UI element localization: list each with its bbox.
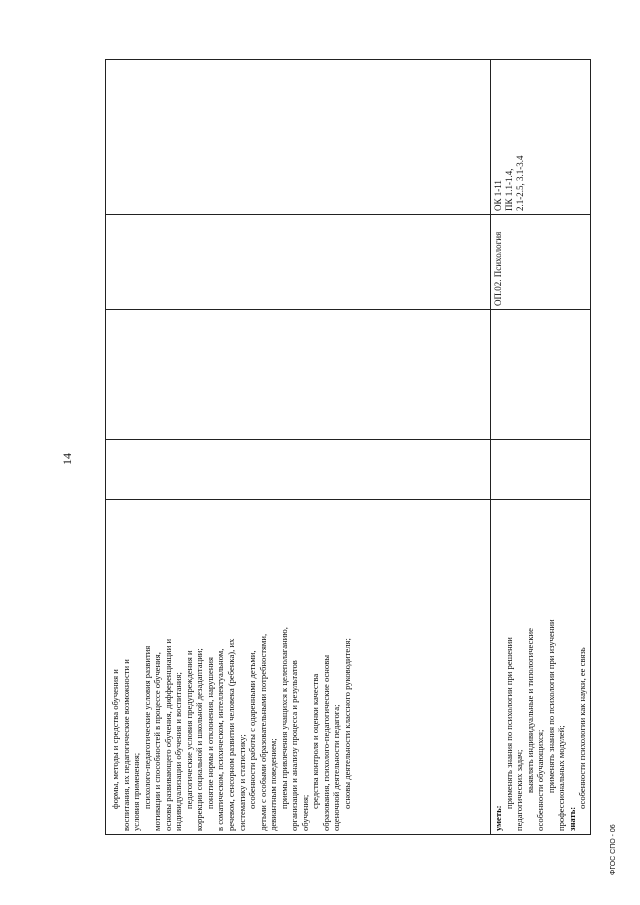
text-line: индивидуализации обучения и воспитания;	[173, 672, 184, 831]
text-line: систематику и статистику;	[236, 734, 247, 831]
competence-code: 2.1-2.5, 3.1-3.4	[515, 155, 525, 211]
competence-cell	[491, 60, 591, 215]
text-line: психолого-педагогические условия развития	[141, 645, 152, 809]
text-line: применять знания по психологии при изучении	[545, 619, 556, 793]
text-line: особенности обучающихся;	[535, 729, 546, 831]
discipline-name: ОП.02. Психология	[493, 231, 503, 306]
discipline-cell	[491, 215, 591, 310]
text-line: особенности психологии как науки, ее связь	[577, 647, 588, 809]
text-line: в соматическом, психическом, интеллектуальном,	[215, 648, 226, 831]
text-line: профессиональных модулей;	[556, 725, 567, 831]
competence-code: ОК 1-11	[493, 180, 503, 211]
empty-cell	[491, 440, 591, 500]
competence-codes	[491, 60, 528, 214]
text-line: педагогические условия предупреждения и	[183, 650, 194, 809]
rotated-page	[20, 20, 620, 885]
text-line: основы деятельности классного руководителя;	[342, 638, 353, 809]
curriculum-table	[105, 59, 591, 835]
text-line: формы, методы и средства обучения и	[110, 669, 120, 809]
text-line: обучения;	[299, 794, 310, 831]
text-line: оценочной деятельности педагога;	[331, 704, 342, 831]
empty-cell	[106, 215, 491, 310]
text-line: педагогических задач;	[514, 749, 525, 831]
text-line: выявлять индивидуальные и типологические	[524, 628, 535, 793]
skills-text	[491, 500, 590, 834]
table-row	[106, 60, 491, 835]
text-line: средства контроля и оценки качества	[310, 673, 321, 809]
empty-cell	[491, 310, 591, 440]
empty-cell	[106, 310, 491, 440]
competence-code: ПК 1.1-1.4,	[504, 168, 514, 211]
text-line: применять знания по психологии при решении	[503, 637, 514, 809]
skills-cell	[491, 500, 591, 835]
empty-cell	[106, 60, 491, 215]
text-line: знать:	[566, 806, 577, 831]
text-line: особенности работы с одаренными детьми,	[247, 650, 258, 809]
text-line: образования, психолого-педагогические основы	[320, 654, 331, 831]
text-line: мотивации и способностей в процессе обучения,	[152, 652, 163, 831]
knowledge-text	[106, 500, 355, 834]
text-line: приемы привлечения учащихся к целеполаганию,	[278, 627, 289, 809]
text-line: речевом, сенсорном развитии человека (ребенка), их	[226, 638, 237, 831]
text-line: понятие нормы и отклонения, нарушения	[204, 657, 215, 809]
empty-cell	[106, 440, 491, 500]
page-number: 14	[60, 453, 74, 465]
text-line: детьми с особыми образовательными потребностями,	[257, 633, 268, 831]
text-line: девиантным поведением;	[268, 738, 279, 831]
table-row	[491, 60, 591, 835]
text-line: коррекции социальной и школьной дезадаптации;	[194, 648, 205, 831]
knowledge-cell	[106, 500, 491, 835]
text-line: воспитания, их педагогические возможности и	[120, 659, 131, 831]
text-line: уметь:	[493, 805, 503, 831]
text-line: организации и анализу процесса и результатов	[289, 660, 300, 831]
footer-code: ФГОС СПО - 06	[610, 824, 617, 875]
text-line: условия применения;	[131, 752, 142, 831]
text-line: основы развивающего обучения, дифференциации и	[162, 638, 173, 831]
